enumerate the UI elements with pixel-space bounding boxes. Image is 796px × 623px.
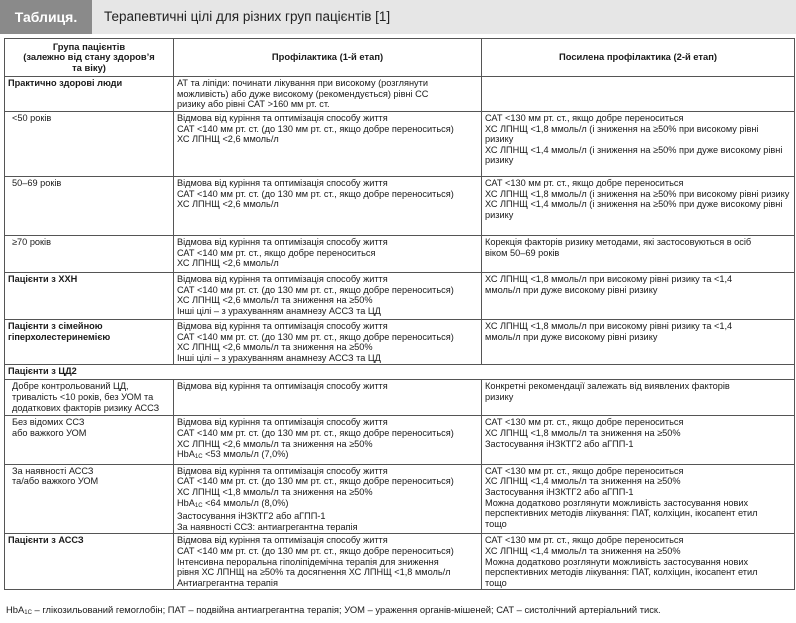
cell-line: Застосування іНЗКТГ2 або аГПП-1 — [485, 438, 634, 449]
cell-line: ризику — [485, 391, 514, 402]
cell-line: ХС ЛПНЩ <2,6 ммоль/л та зниження на ≥50% — [177, 342, 373, 353]
cell-line: САТ <130 мм рт. ст., якщо добре переноситься — [485, 465, 684, 476]
cell-line: Практично здорові люди — [8, 78, 123, 88]
cell-line: Відмова від куріння та оптимізація способу життя — [177, 535, 388, 546]
column-header-group: Група пацієнтів (залежно від стану здоров’я та віку) — [5, 39, 174, 77]
cell-line: Застосування іНЗКТГ2 або аГПП-1 — [177, 511, 326, 522]
cell-line: Відмова від куріння та оптимізація способу життя — [177, 178, 388, 188]
cell-line: САТ <130 мм рт. ст., якщо добре переноситься — [485, 113, 684, 123]
cell-line: віком 50–69 років — [485, 247, 560, 258]
cell-line: тощо — [485, 577, 507, 588]
cell-line: ХС ЛПНЩ <1,8 ммоль/л при високому рівні ризику та <1,4 — [485, 274, 733, 284]
table-row — [5, 365, 795, 380]
cell-line: тривалість <10 років, без УОМ та — [12, 391, 154, 402]
enhanced-prevention-cell — [482, 273, 795, 320]
cell-line: Корекція факторів ризику методами, які застосовуються в осіб — [485, 237, 752, 247]
table-row — [5, 273, 795, 320]
cell-line: ммоль/л при дуже високому рівні ризику — [485, 284, 658, 295]
cell-line: САТ <140 мм рт. ст. (до 130 мм рт. ст., якщо добре переноситься) — [177, 123, 454, 134]
enhanced-prevention-cell — [482, 112, 795, 177]
table-row — [5, 320, 795, 365]
cell-line: Конкретні рекомендації залежать від виявлених факторів — [485, 381, 730, 392]
cell-line: 50–69 років — [12, 178, 62, 188]
prevention-cell — [174, 273, 482, 320]
cell-line: Пацієнти з ХХН — [8, 274, 78, 284]
cell-line: HbA$_{1C}$ <64 ммоль/л (8,0%) — [177, 497, 289, 509]
patient-group-cell — [5, 534, 174, 590]
patient-group-cell — [5, 320, 174, 365]
prevention-cell — [174, 112, 482, 177]
cell-line: ХС ЛПНЩ <1,4 ммоль/л та зниження на ≥50% — [485, 545, 681, 556]
footnote: HbA$_{1C}$ – глікозильований гемоглобін; ПАТ – подвійна антиагрегантна терапія; УОМ – ураження органів-мішеней; САТ – систолічний артеріальний тиск. — [6, 604, 661, 616]
table-row — [5, 380, 795, 416]
cell-line: ХС ЛПНЩ <2,6 ммоль/л — [177, 134, 279, 145]
cell-line: САТ <130 мм рт. ст., якщо добре переноситься — [485, 178, 684, 188]
cell-line: САТ <130 мм рт. ст., якщо добре переноситься — [485, 535, 684, 546]
cell-line: ХС ЛПНЩ <1,4 ммоль/л (і зниження на ≥50% при дуже високому рівні — [485, 144, 783, 155]
prevention-cell — [174, 380, 482, 416]
table-title: Терапевтичні цілі для різних груп пацієнтів [1] — [104, 9, 391, 24]
column-header-enhanced-prevention: Посилена профілактика (2-й етап) — [482, 39, 795, 77]
cell-line: Відмова від куріння та оптимізація способу життя — [177, 274, 388, 284]
cell-line: Відмова від куріння та оптимізація способу життя — [177, 113, 388, 123]
cell-line: Пацієнти з АССЗ — [8, 535, 84, 546]
cell-line: гіперхолестеринемією — [8, 331, 111, 342]
cell-line: АТ та ліпіди: починати лікування при високому (розглянути — [177, 78, 428, 88]
cell-line: ХС ЛПНЩ <1,8 ммоль/л при високому рівні ризику та <1,4 — [485, 321, 733, 331]
title-bar — [0, 0, 796, 34]
cell-line: ХС ЛПНЩ <1,8 ммоль/л (і зниження на ≥50% при високому рівні ризику — [485, 188, 790, 199]
cell-line: Можна додатково розглянути можливість застосування нових — [485, 497, 749, 508]
cell-line: ХС ЛПНЩ <2,6 ммоль/л та зниження на ≥50% — [177, 295, 373, 306]
cell-line: За наявності АССЗ — [12, 465, 94, 476]
cell-line: Пацієнти з ЦД2 — [8, 366, 77, 377]
table-header-row — [5, 39, 795, 77]
cell-line: тощо — [485, 518, 507, 529]
prevention-cell — [174, 534, 482, 590]
enhanced-prevention-cell — [482, 534, 795, 590]
cell-line: Пацієнти з сімейною — [8, 321, 103, 331]
enhanced-prevention-cell — [482, 464, 795, 534]
cell-line: ризику — [485, 209, 514, 220]
enhanced-prevention-cell — [482, 380, 795, 416]
cell-line: ХС ЛПНЩ <1,4 ммоль/л та зниження на ≥50% — [485, 476, 681, 487]
cell-line: <50 років — [12, 113, 52, 123]
cell-line: ХС ЛПНЩ <1,8 ммоль/л (і зниження на ≥50% при високому рівні — [485, 123, 759, 134]
cell-line: ХС ЛПНЩ <2,6 ммоль/л — [177, 199, 279, 210]
cell-line: Добре контрольований ЦД, — [12, 381, 129, 392]
table-row — [5, 416, 795, 464]
cell-line: САТ <130 мм рт. ст., якщо добре переноситься — [485, 417, 684, 428]
cell-line: ХС ЛПНЩ <1,8 ммоль/л та зниження на ≥50% — [485, 427, 681, 438]
cell-line: ХС ЛПНЩ <2,6 ммоль/л та зниження на ≥50% — [177, 438, 373, 449]
cell-line: ХС ЛПНЩ <1,8 ммоль/л та зниження на ≥50% — [177, 486, 373, 497]
cell-line: Відмова від куріння та оптимізація способу життя — [177, 417, 388, 428]
cell-line: Інші цілі – з урахуванням анамнезу АССЗ та ЦД — [177, 305, 381, 316]
cell-line: Відмова від куріння та оптимізація способу життя — [177, 465, 388, 476]
therapy-goals-table — [4, 38, 795, 590]
cell-line: Відмова від куріння та оптимізація способу життя — [177, 237, 388, 247]
cell-line: Відмова від куріння та оптимізація способу життя — [177, 381, 388, 392]
patient-group-cell — [5, 380, 174, 416]
cell-line: перспективних методів лікування: ПАТ, колхіцин, ікосапент етил — [485, 567, 758, 578]
cell-line: Без відомих ССЗ — [12, 417, 85, 428]
enhanced-prevention-cell — [482, 416, 795, 464]
cell-line: САТ <140 мм рт. ст. (до 130 мм рт. ст., якщо добре переноситься) — [177, 476, 454, 487]
table-tag: Таблиця. — [0, 0, 92, 34]
cell-line: САТ <140 мм рт. ст. (до 130 мм рт. ст., якщо добре переноситься) — [177, 427, 454, 438]
table-row — [5, 464, 795, 534]
table-row — [5, 112, 795, 177]
cell-line: можливість) або дуже високому (рекомендується) рівні СС — [177, 88, 429, 99]
column-header-prevention: Профілактика (1-й етап) — [174, 39, 482, 77]
prevention-cell — [174, 77, 482, 112]
table-row — [5, 534, 795, 590]
enhanced-prevention-cell — [482, 177, 795, 236]
patient-group-cell — [5, 273, 174, 320]
cell-line: та/або важкого УОМ — [12, 476, 99, 487]
cell-line: або важкого УОМ — [12, 427, 87, 438]
table-row — [5, 77, 795, 112]
table-row — [5, 177, 795, 236]
cell-line: додаткових факторів ризику АССЗ — [12, 402, 160, 413]
cell-line: Відмова від куріння та оптимізація способу життя — [177, 321, 388, 331]
cell-line: перспективних методів лікування: ПАТ, колхіцин, ікосапент етил — [485, 508, 758, 519]
cell-line: САТ <140 мм рт. ст. (до 130 мм рт. ст., якщо добре переноситься) — [177, 188, 454, 199]
cell-line: Інші цілі – з урахуванням анамнезу АССЗ та ЦД — [177, 352, 381, 363]
patient-group-cell — [5, 177, 174, 236]
cell-line: рівня ХС ЛПНЩ на ≥50% та досягнення ХС ЛПНЩ <1,8 ммоль/л — [177, 567, 451, 578]
cell-line: ХС ЛПНЩ <1,4 ммоль/л (і зниження на ≥50% при дуже високому рівні — [485, 199, 783, 210]
cell-line: ммоль/л при дуже високому рівні ризику — [485, 331, 658, 342]
cell-line: САТ <140 мм рт. ст., якщо добре переноситься — [177, 247, 376, 258]
cell-line: ризику або рівні САТ >160 мм рт. ст. — [177, 99, 330, 110]
prevention-cell — [174, 320, 482, 365]
patient-group-cell — [5, 464, 174, 534]
patient-group-cell — [5, 236, 174, 273]
cell-line: ХС ЛПНЩ <2,6 ммоль/л — [177, 258, 279, 269]
table-row — [5, 236, 795, 273]
prevention-cell — [174, 236, 482, 273]
cell-line: Можна додатково розглянути можливість застосування нових — [485, 556, 749, 567]
prevention-cell — [174, 177, 482, 236]
cell-line: САТ <140 мм рт. ст. (до 130 мм рт. ст., якщо добре переноситься) — [177, 284, 454, 295]
cell-line: Антиагрегантна терапія — [177, 577, 278, 588]
enhanced-prevention-cell — [482, 77, 795, 112]
cell-line: ризику — [485, 155, 514, 166]
cell-line: HbA$_{1C}$ <53 ммоль/л (7,0%) — [177, 449, 289, 461]
cell-line: Застосування іНЗКТГ2 або аГПП-1 — [485, 486, 634, 497]
patient-group-cell — [5, 365, 795, 380]
prevention-cell — [174, 464, 482, 534]
enhanced-prevention-cell — [482, 236, 795, 273]
patient-group-cell — [5, 112, 174, 177]
patient-group-cell — [5, 77, 174, 112]
patient-group-cell — [5, 416, 174, 464]
prevention-cell — [174, 416, 482, 464]
cell-line: Інтенсивна пероральна гіполіпідемічна терапія для зниження — [177, 556, 439, 567]
cell-line: ризику — [485, 134, 514, 145]
enhanced-prevention-cell — [482, 320, 795, 365]
cell-line: ≥70 років — [12, 237, 51, 247]
cell-line: САТ <140 мм рт. ст. (до 130 мм рт. ст., якщо добре переноситься) — [177, 331, 454, 342]
cell-line: За наявності ССЗ: антиагрегантна терапія — [177, 521, 358, 532]
cell-line: САТ <140 мм рт. ст. (до 130 мм рт. ст., якщо добре переноситься) — [177, 545, 454, 556]
